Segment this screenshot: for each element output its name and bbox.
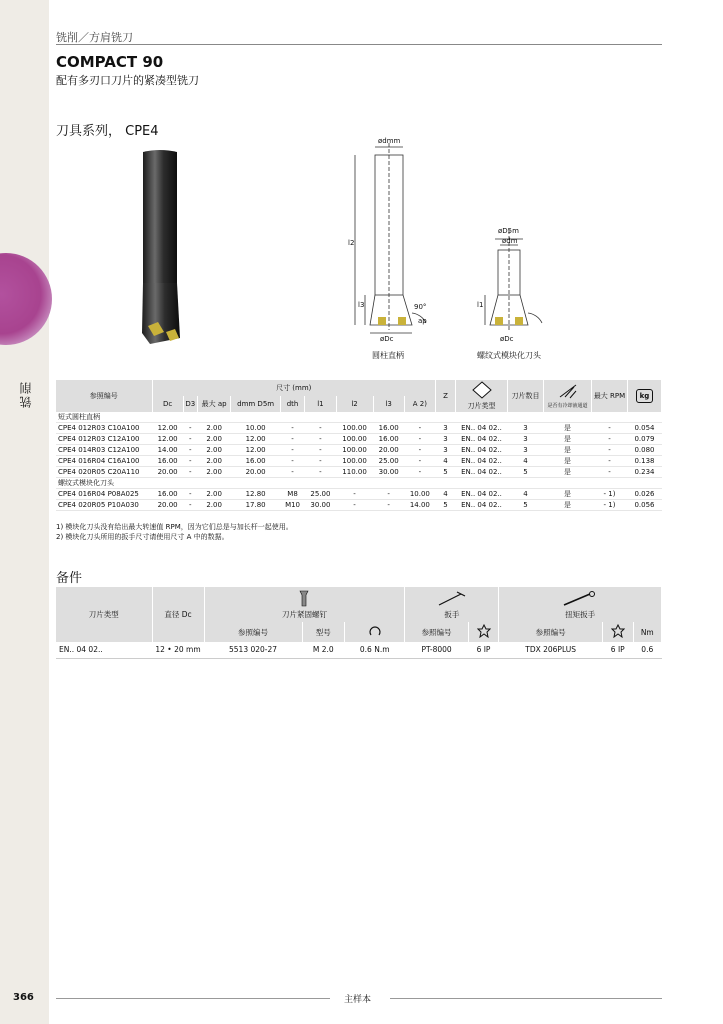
table-cell: 3 xyxy=(436,445,456,456)
table-cell: 100.00 xyxy=(336,445,373,456)
table-row xyxy=(56,445,662,456)
table-cell: 30.00 xyxy=(305,500,336,511)
table-cell: 16.00 xyxy=(373,434,404,445)
table-cell: 12 • 20 mm xyxy=(152,642,204,658)
col-wrench-label: 扳手 xyxy=(444,610,460,619)
table-row xyxy=(56,642,662,658)
table-cell: 5 xyxy=(436,467,456,478)
table-cell: 2.00 xyxy=(197,423,231,434)
table-cell: 17.80 xyxy=(231,500,280,511)
table-cell: 5513 020-27 xyxy=(204,642,302,658)
table-cell: 10.00 xyxy=(404,489,435,500)
table-cell: 4 xyxy=(436,489,456,500)
torque-wrench-icon xyxy=(562,591,598,607)
table-cell: 20.00 xyxy=(152,500,183,511)
table-cell: - xyxy=(592,423,628,434)
table-cell: EN.. 04 02.. xyxy=(456,445,508,456)
table-cell: - xyxy=(592,445,628,456)
section-title-tools: 刀具系列， CPE4 xyxy=(56,124,159,139)
table-cell: 0.080 xyxy=(628,445,662,456)
col-screw xyxy=(204,587,405,622)
footnotes xyxy=(56,522,293,542)
table-cell: 2.00 xyxy=(197,456,231,467)
table-cell: - xyxy=(280,434,305,445)
table-cell: 0.026 xyxy=(628,489,662,500)
table-cell: TDX 206PLUS xyxy=(499,642,603,658)
table-cell: - xyxy=(404,434,435,445)
table-cell: 是 xyxy=(544,434,592,445)
table-cell: 4 xyxy=(508,456,544,467)
col-screw-label: 刀片紧固螺钉 xyxy=(281,610,327,619)
table-cell: 是 xyxy=(544,423,592,434)
table-cell: 5 xyxy=(508,500,544,511)
table-cell: 2.00 xyxy=(197,445,231,456)
table-cell: CPE4 014R03 C12A100 xyxy=(56,445,152,456)
table-row xyxy=(56,423,662,434)
col-ref: 参照编号 xyxy=(56,380,152,412)
col-kg xyxy=(628,380,662,412)
table-cell: 25.00 xyxy=(305,489,336,500)
table-cell: - xyxy=(183,423,197,434)
table-cell: - xyxy=(183,467,197,478)
page-subtitle: 配有多刃口刀片的紧凑型铣刀 xyxy=(56,74,199,87)
table-cell: - xyxy=(305,467,336,478)
col-l2: l2 xyxy=(336,396,373,412)
label-ap: ap xyxy=(418,317,427,325)
sidebar-label: 铣削 xyxy=(19,380,33,408)
table-cell: M10 xyxy=(280,500,305,511)
tool-photo xyxy=(130,148,190,348)
sub-key-icon-1 xyxy=(468,622,499,642)
table-cell: 6 IP xyxy=(468,642,499,658)
table-cell: 5 xyxy=(436,500,456,511)
table-cell: 16.00 xyxy=(373,423,404,434)
table-cell: CPE4 012R03 C12A100 xyxy=(56,434,152,445)
sub-nm: Nm xyxy=(633,622,661,642)
col-dmm: dmm D5m xyxy=(231,396,280,412)
col-insert-type-2: 刀片类型 xyxy=(56,587,152,642)
col-count: 刀片数目 xyxy=(508,380,544,412)
group-row xyxy=(56,478,662,489)
table-cell: 3 xyxy=(508,445,544,456)
table-cell: 是 xyxy=(544,445,592,456)
table-cell: 0.6 xyxy=(633,642,661,658)
table-cell: EN.. 04 02.. xyxy=(456,434,508,445)
table-cell: 5 xyxy=(508,467,544,478)
table-cell: - xyxy=(305,445,336,456)
table-cell: - xyxy=(305,423,336,434)
page-number: 366 xyxy=(13,992,34,1003)
table-cell: - xyxy=(280,467,305,478)
table-cell: 16.00 xyxy=(231,456,280,467)
table-cell: EN.. 04 02.. xyxy=(456,489,508,500)
footer-text: 主样本 xyxy=(344,995,372,1005)
weight-icon: kg xyxy=(636,389,654,403)
table-cell: 是 xyxy=(544,456,592,467)
header-divider xyxy=(56,44,662,45)
spare-parts-table xyxy=(56,587,662,659)
table-cell: 20.00 xyxy=(231,467,280,478)
table-cell: 0.056 xyxy=(628,500,662,511)
group-label: 短式圆柱直柄 xyxy=(56,412,662,423)
table-row xyxy=(56,500,662,511)
col-coolant xyxy=(544,380,592,412)
footer-rule-right xyxy=(390,998,662,999)
label-angle: 90° xyxy=(414,303,427,311)
sub-model: 型号 xyxy=(302,622,344,642)
table-cell: 3 xyxy=(436,423,456,434)
table-cell: 0.054 xyxy=(628,423,662,434)
table-cell: 2.00 xyxy=(197,434,231,445)
table-cell: CPE4 020R05 C20A110 xyxy=(56,467,152,478)
table-cell: - xyxy=(592,434,628,445)
table-cell: EN.. 04 02.. xyxy=(456,456,508,467)
table-cell: - xyxy=(183,456,197,467)
table-cell: 100.00 xyxy=(336,434,373,445)
footnote-2: 2) 模块化刀头所用的扳手尺寸请使用尺寸 A 中的数据。 xyxy=(56,533,229,541)
table-row xyxy=(56,489,662,500)
table-cell: 20.00 xyxy=(373,445,404,456)
table-cell: 12.00 xyxy=(231,434,280,445)
sub-ref-3: 参照编号 xyxy=(499,622,603,642)
table-cell: 20.00 xyxy=(152,467,183,478)
col-ap: 最大 ap xyxy=(197,396,231,412)
sub-ref-1: 参照编号 xyxy=(204,622,302,642)
table-row xyxy=(56,434,662,445)
col-dth: dth xyxy=(280,396,305,412)
footnote-1: 1) 模块化刀头没有给出最大转速值 RPM，因为它们总是与加长杆一起使用。 xyxy=(56,523,293,531)
table-cell: - xyxy=(373,489,404,500)
footer-rule-left xyxy=(56,998,330,999)
table-cell: - xyxy=(280,445,305,456)
table-cell: - xyxy=(305,434,336,445)
col-dc: Dc xyxy=(152,396,183,412)
table-cell: 0.234 xyxy=(628,467,662,478)
table-cell: - xyxy=(305,456,336,467)
group-label: 螺纹式模块化刀头 xyxy=(56,478,662,489)
table-cell: CPE4 012R03 C10A100 xyxy=(56,423,152,434)
table-cell: CPE4 020R05 P10A030 xyxy=(56,500,152,511)
table-cell: - xyxy=(404,456,435,467)
table-cell: 3 xyxy=(436,434,456,445)
label-dmm: ødmm xyxy=(378,137,401,145)
table-cell: 6 IP xyxy=(602,642,633,658)
table-cell: 3 xyxy=(508,434,544,445)
col-torque-label: 扭矩扳手 xyxy=(565,610,596,619)
col-z: Z xyxy=(436,380,456,412)
col-dims: 尺寸 (mm) xyxy=(152,380,436,396)
table-cell: - xyxy=(183,445,197,456)
table-cell: 2.00 xyxy=(197,467,231,478)
label-dm: ødm xyxy=(502,237,518,245)
table-cell: - 1) xyxy=(592,489,628,500)
table-cell: 3 xyxy=(508,423,544,434)
table-cell: - xyxy=(183,489,197,500)
table-cell: 12.00 xyxy=(152,434,183,445)
col-coolant-label: 是否有冷却液通道 xyxy=(547,403,588,409)
table-cell: - xyxy=(404,423,435,434)
torque-icon xyxy=(369,626,381,636)
table-cell: 16.00 xyxy=(152,456,183,467)
table-cell: - xyxy=(373,500,404,511)
table-cell: 14.00 xyxy=(152,445,183,456)
table-cell: 4 xyxy=(436,456,456,467)
table-cell: 是 xyxy=(544,500,592,511)
col-insert-type xyxy=(456,380,508,412)
table-cell: EN.. 04 02.. xyxy=(456,467,508,478)
table-cell: EN.. 04 02.. xyxy=(56,642,152,658)
table-cell: - xyxy=(183,500,197,511)
label-l1: l1 xyxy=(477,301,484,309)
torx-icon xyxy=(477,624,491,638)
col-torque xyxy=(499,587,662,622)
table-cell: - xyxy=(280,423,305,434)
table-cell: 2.00 xyxy=(197,489,231,500)
label-dc: øDc xyxy=(380,335,394,343)
tool-table xyxy=(56,380,662,511)
insert-icon xyxy=(472,381,492,399)
coolant-icon xyxy=(557,383,579,399)
table-cell: 2.00 xyxy=(197,500,231,511)
label-l2: l2 xyxy=(348,239,355,247)
table-cell: - xyxy=(183,434,197,445)
technical-drawing xyxy=(340,135,560,345)
col-diameter: 直径 Dc xyxy=(152,587,204,642)
table-cell: 是 xyxy=(544,489,592,500)
table-cell: - xyxy=(280,456,305,467)
table-cell: - 1) xyxy=(592,500,628,511)
col-l3: l3 xyxy=(373,396,404,412)
table-cell: 10.00 xyxy=(231,423,280,434)
col-insert-label: 刀片类型 xyxy=(467,402,496,410)
table-cell: - xyxy=(592,467,628,478)
table-cell: 30.00 xyxy=(373,467,404,478)
table-cell: 100.00 xyxy=(336,423,373,434)
table-cell: CPE4 016R04 C16A100 xyxy=(56,456,152,467)
table-cell: 25.00 xyxy=(373,456,404,467)
table-cell: 14.00 xyxy=(404,500,435,511)
label-d5m: øD5m xyxy=(498,227,519,235)
group-row xyxy=(56,412,662,423)
table-cell: M 2.0 xyxy=(302,642,344,658)
breadcrumb: 铣削／方肩铣刀 xyxy=(56,31,133,44)
caption-cylindrical: 圆柱直柄 xyxy=(372,351,404,360)
table-cell: 12.00 xyxy=(231,445,280,456)
table-cell: EN.. 04 02.. xyxy=(456,500,508,511)
col-wrench xyxy=(405,587,499,622)
screw-icon xyxy=(299,589,309,607)
table-cell: - xyxy=(404,445,435,456)
sub-torque-icon xyxy=(344,622,404,642)
table-cell: 100.00 xyxy=(336,456,373,467)
table-cell: - xyxy=(336,500,373,511)
page-title: COMPACT 90 xyxy=(56,53,164,71)
wrench-icon xyxy=(437,591,467,607)
table-cell: - xyxy=(404,467,435,478)
torx-icon xyxy=(611,624,625,638)
col-a: A 2) xyxy=(404,396,435,412)
table-cell: PT-8000 xyxy=(405,642,468,658)
label-dc-2: øDc xyxy=(500,335,514,343)
sidebar xyxy=(0,0,49,1024)
table-cell: 12.80 xyxy=(231,489,280,500)
table-cell: CPE4 016R04 P08A025 xyxy=(56,489,152,500)
sub-ref-2: 参照编号 xyxy=(405,622,468,642)
sub-key-icon-2 xyxy=(602,622,633,642)
col-rpm: 最大 RPM xyxy=(592,380,628,412)
section-title-spares: 备件 xyxy=(56,571,83,586)
section-marker xyxy=(0,253,52,345)
table-cell: 是 xyxy=(544,467,592,478)
table-cell: 4 xyxy=(508,489,544,500)
caption-modular: 螺纹式模块化刀头 xyxy=(477,351,541,360)
table-cell: 12.00 xyxy=(152,423,183,434)
table-row xyxy=(56,467,662,478)
col-l1: l1 xyxy=(305,396,336,412)
table-cell: - xyxy=(592,456,628,467)
table-cell: EN.. 04 02.. xyxy=(456,423,508,434)
table-cell: 110.00 xyxy=(336,467,373,478)
table-cell: 0.079 xyxy=(628,434,662,445)
label-l3: l3 xyxy=(358,301,365,309)
table-cell: 16.00 xyxy=(152,489,183,500)
col-d3: D3 xyxy=(183,396,197,412)
table-row xyxy=(56,456,662,467)
table-cell: 0.138 xyxy=(628,456,662,467)
table-cell: - xyxy=(336,489,373,500)
table-cell: M8 xyxy=(280,489,305,500)
table-cell: 0.6 N.m xyxy=(344,642,404,658)
